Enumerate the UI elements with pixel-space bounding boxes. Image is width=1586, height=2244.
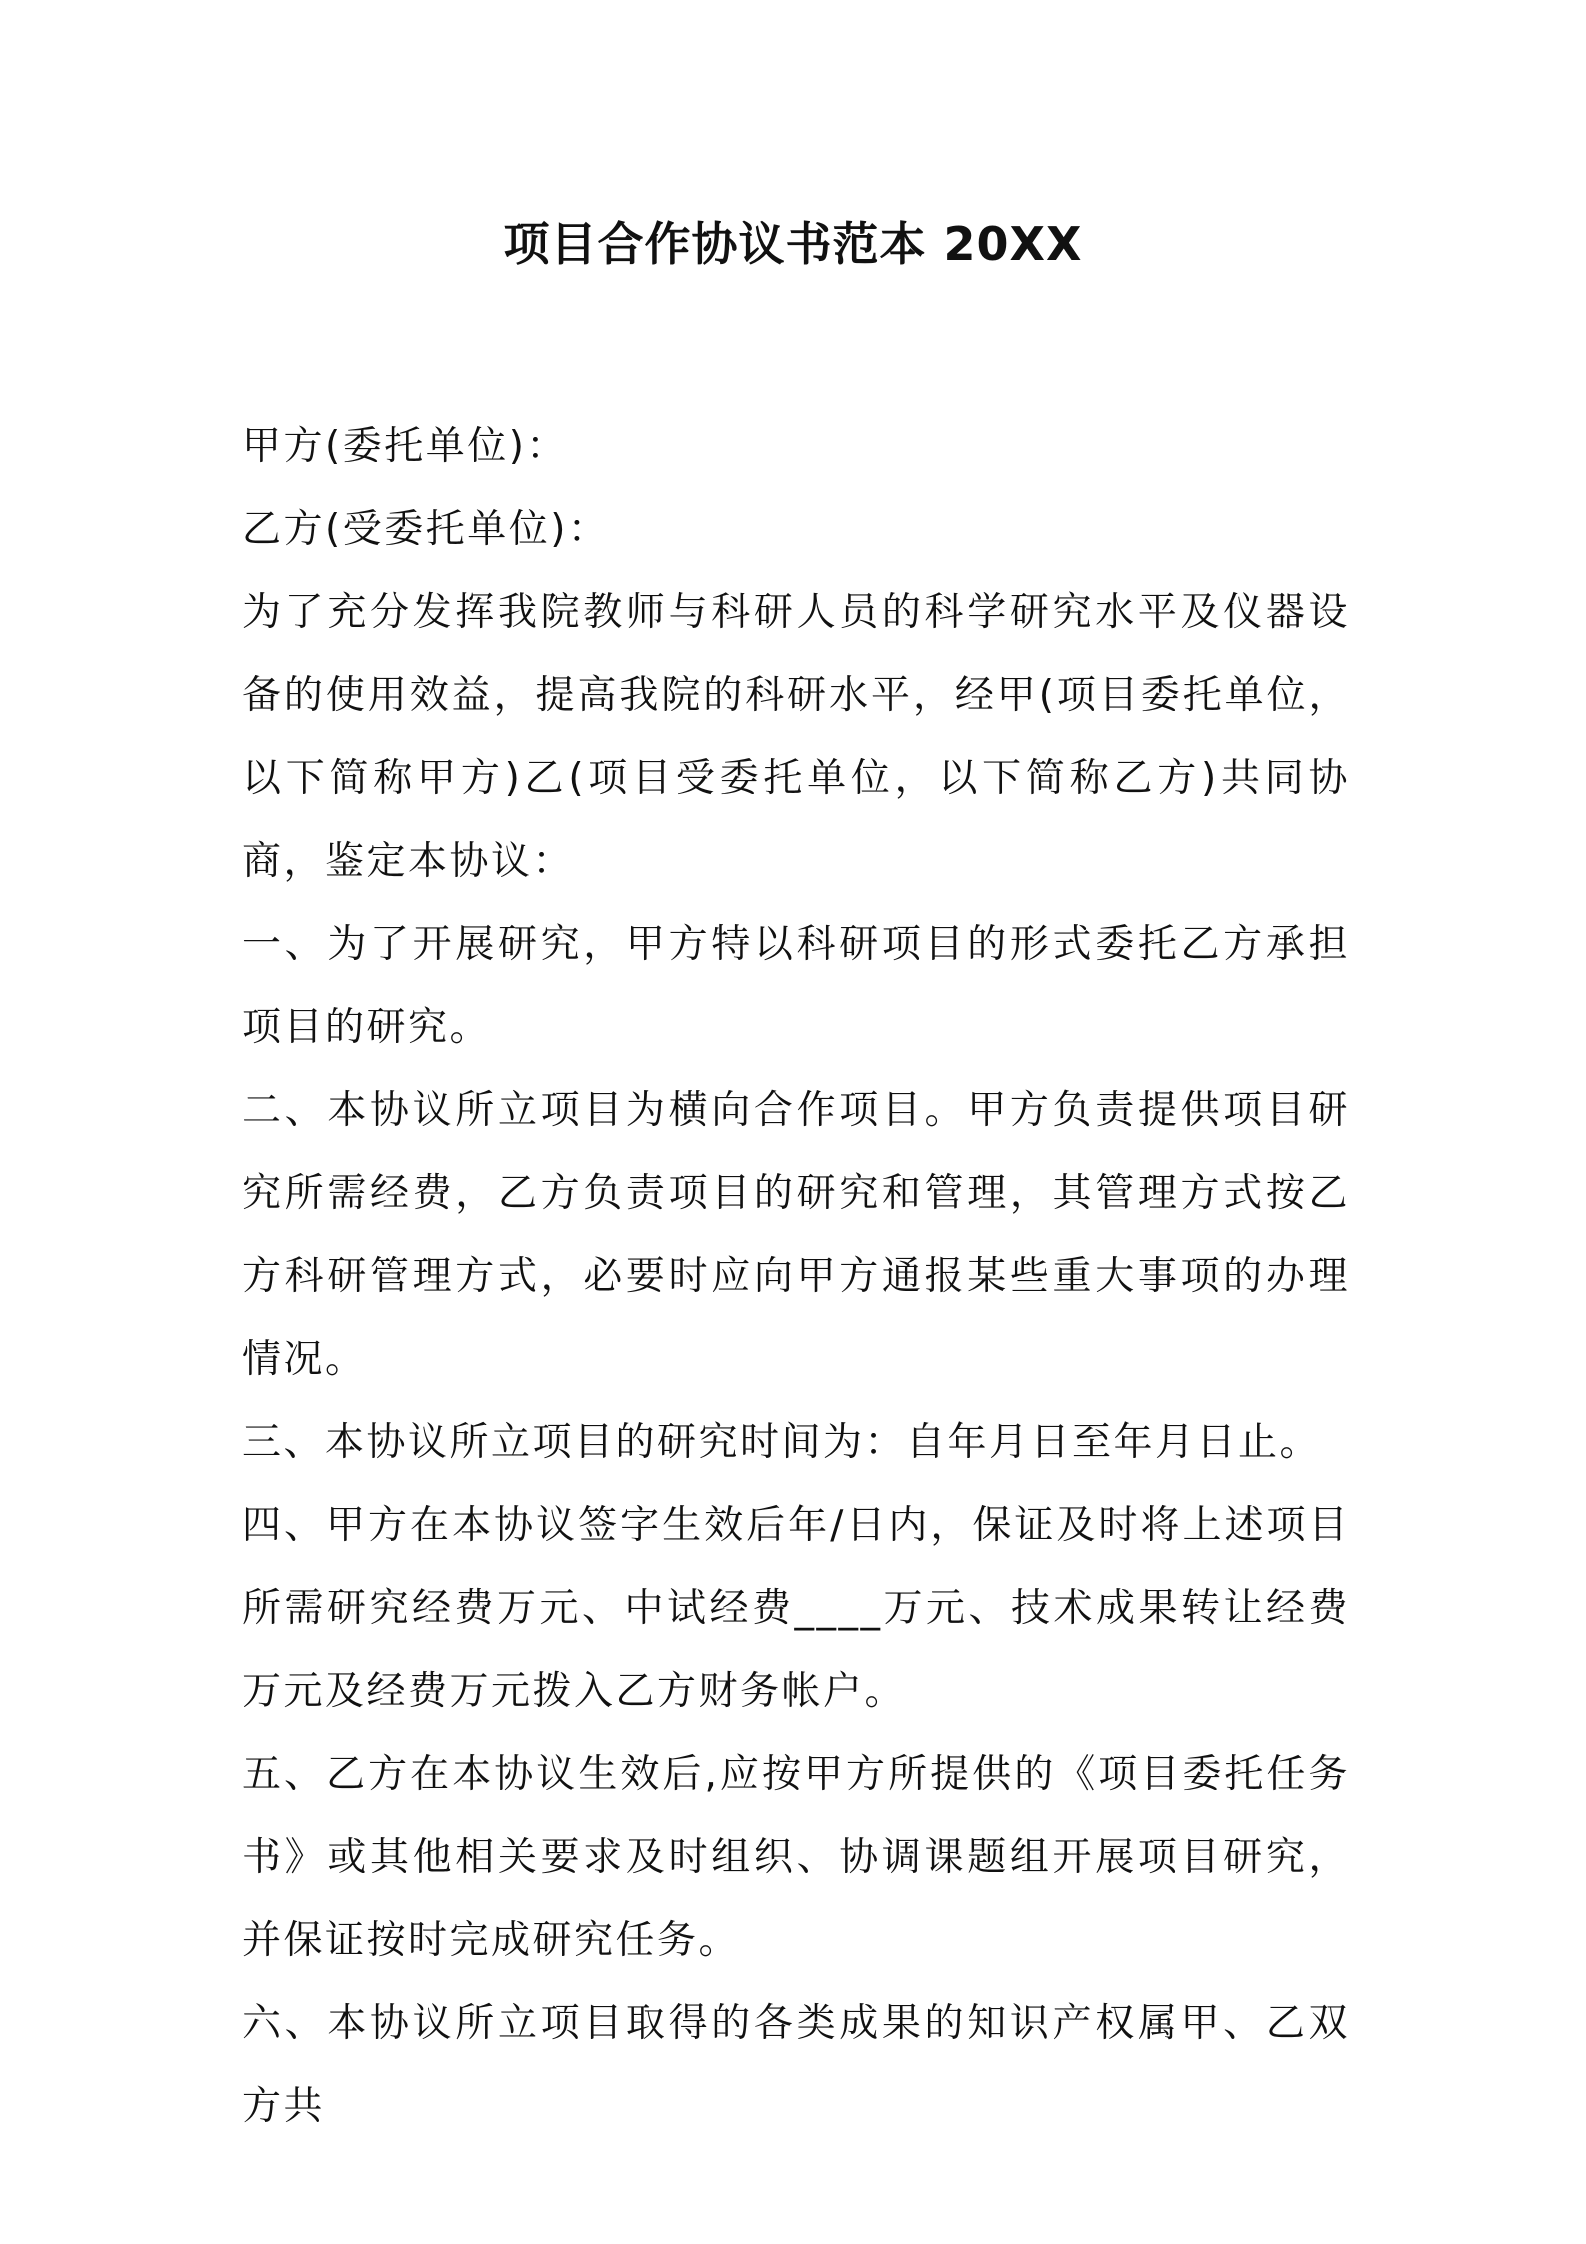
clause-5: 五、乙方在本协议生效后,应按甲方所提供的《项目委托任务书》或其他相关要求及时组织、协调课题组开展项目研究，并保证按时完成研究任务。 — [242, 1752, 1350, 1963]
party-b-line: 乙方(受委托单位)： — [242, 507, 610, 552]
preamble-paragraph: 为了充分发挥我院教师与科研人员的科学研究水平及仪器设备的使用效益，提高我院的科研水平，经甲(项目委托单位，以下简称甲方)乙(项目受委托单位，以下简称乙方)共同协商，鉴定本协议： — [242, 590, 1350, 884]
party-a-line: 甲方(委托单位)： — [242, 424, 568, 469]
clause-1: 一、为了开展研究，甲方特以科研项目的形式委托乙方承担项目的研究。 — [242, 922, 1350, 1050]
clause-3: 三、本协议所立项目的研究时间为：自年月日至年月日止。 — [242, 1420, 1322, 1465]
document-body — [242, 405, 1350, 2148]
clause-6: 六、本协议所立项目取得的各类成果的知识产权属甲、乙双方共 — [242, 2001, 1350, 2129]
clause-4: 四、甲方在本协议签字生效后年/日内，保证及时将上述项目所需研究经费万元、中试经费____万元、技术成果转让经费万元及经费万元拨入乙方财务帐户。 — [242, 1503, 1350, 1714]
clause-2: 二、本协议所立项目为横向合作项目。甲方负责提供项目研究所需经费，乙方负责项目的研究和管理，其管理方式按乙方科研管理方式，必要时应向甲方通报某些重大事项的办理情况。 — [242, 1088, 1350, 1382]
document-title: 项目合作协议书范本 20XX — [503, 217, 1083, 271]
